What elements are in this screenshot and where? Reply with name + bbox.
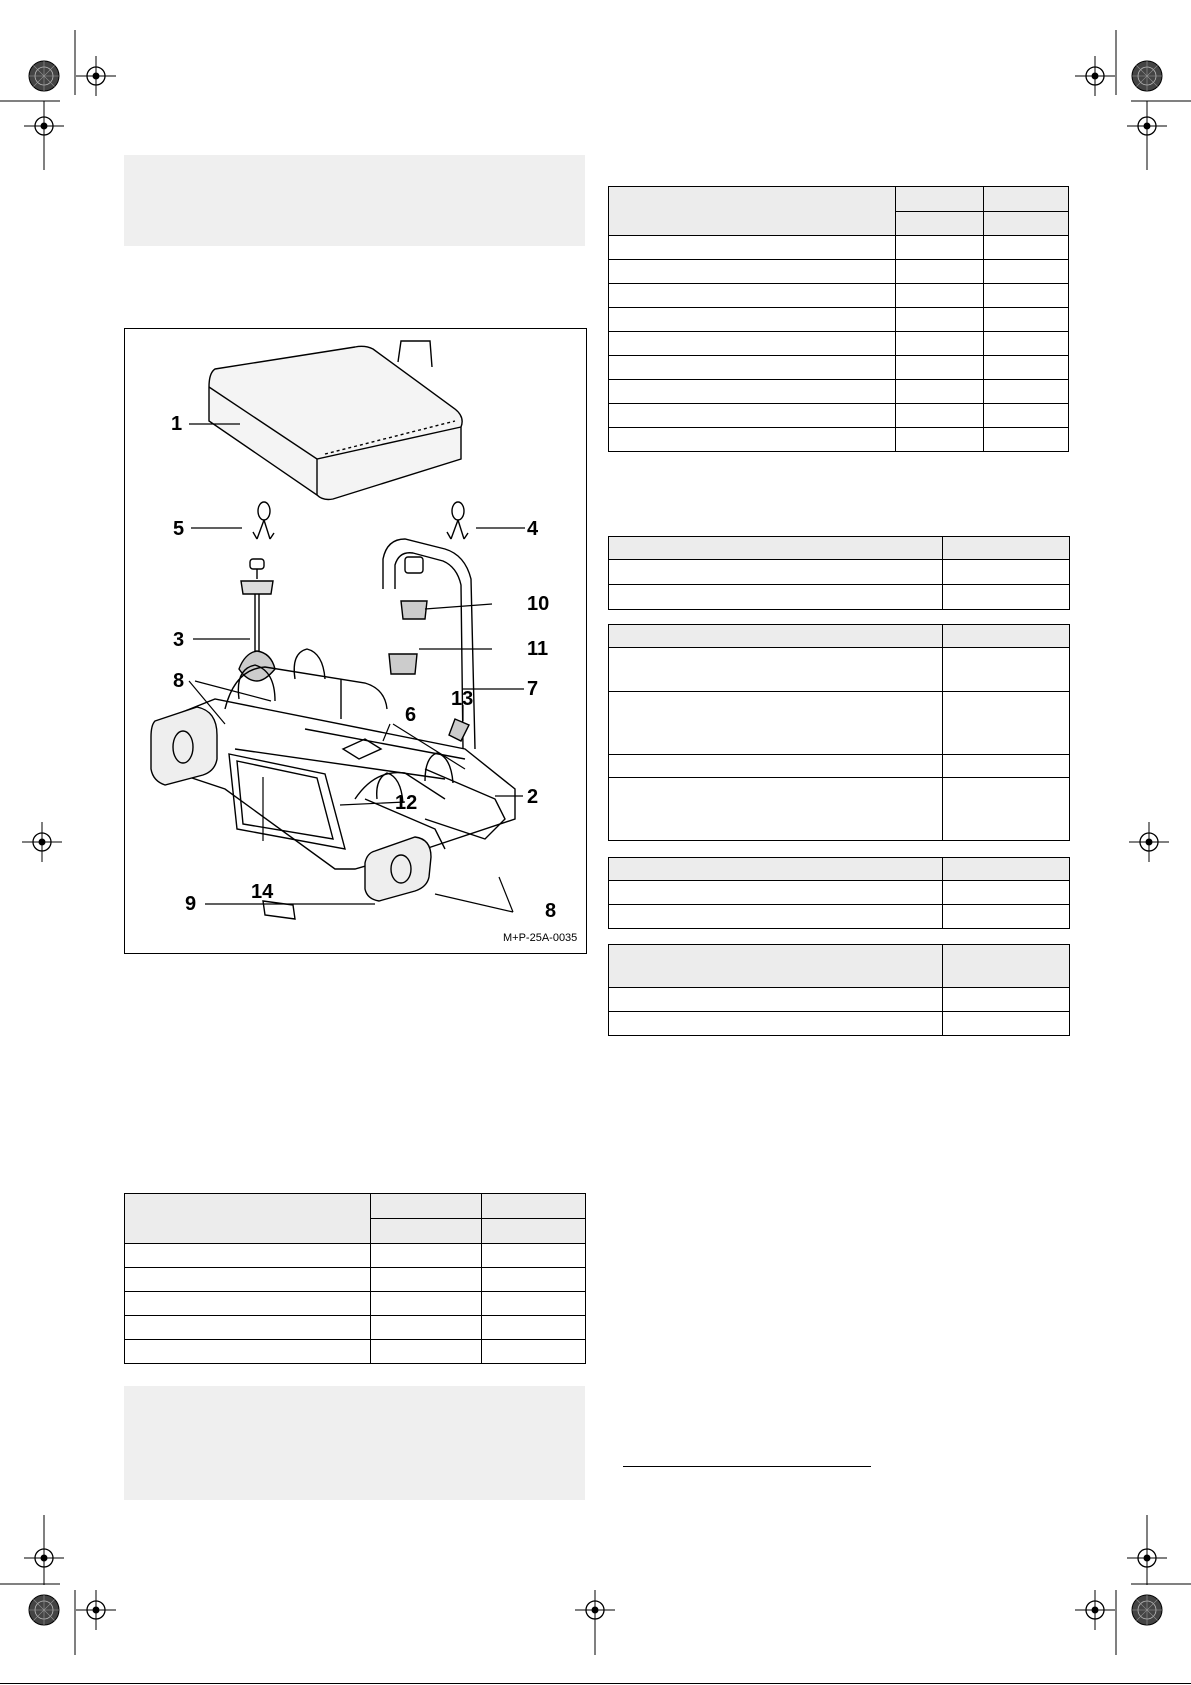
table-row	[609, 308, 1069, 332]
table-row	[609, 187, 1069, 212]
table-row	[609, 858, 1070, 881]
table-row	[609, 881, 1070, 905]
bike-carrier-drawing	[125, 329, 586, 953]
table-row	[609, 428, 1069, 452]
table-row	[125, 1194, 586, 1219]
table-right-4	[608, 944, 1070, 1036]
table-row	[609, 260, 1069, 284]
table-row	[125, 1316, 586, 1340]
note-box-top	[124, 155, 585, 246]
figure-label-13: 13	[451, 688, 474, 710]
figure-label-14: 14	[251, 881, 274, 903]
figure-label-8b: 8	[545, 900, 557, 922]
table-right-top	[608, 186, 1069, 452]
table-row	[609, 625, 1070, 648]
table-row	[609, 537, 1070, 560]
table-row	[609, 1012, 1070, 1036]
table-row	[609, 404, 1069, 428]
figure-label-6: 6	[405, 704, 417, 726]
table-row	[125, 1292, 586, 1316]
figure-label-5: 5	[173, 518, 185, 540]
table-row	[125, 1340, 586, 1364]
figure-label-4: 4	[527, 518, 539, 540]
figure-label-11: 11	[527, 638, 549, 660]
table-row	[609, 284, 1069, 308]
table-row	[609, 755, 1070, 778]
table-row	[609, 380, 1069, 404]
table-row	[609, 356, 1069, 380]
figure-label-1: 1	[171, 413, 183, 435]
figure-label-3: 3	[173, 629, 185, 651]
table-row	[609, 778, 1070, 841]
table-row	[609, 332, 1069, 356]
table-row	[609, 692, 1070, 755]
table-row	[609, 905, 1070, 929]
table-row	[609, 585, 1070, 610]
table-row	[609, 236, 1069, 260]
figure-label-8: 8	[173, 670, 185, 692]
figure-label-12: 12	[395, 792, 418, 814]
table-row	[125, 1244, 586, 1268]
table-right-2	[608, 624, 1070, 841]
figure-label-7: 7	[527, 678, 539, 700]
note-box-bottom	[124, 1386, 585, 1500]
bike-carrier-figure	[124, 328, 587, 954]
figure-label-10: 10	[527, 593, 550, 615]
table-row	[609, 945, 1070, 988]
table-right-1	[608, 536, 1070, 610]
figure-label-9: 9	[185, 893, 197, 915]
figure-code: M+P-25A-0035	[503, 932, 578, 944]
figure-label-2: 2	[527, 786, 539, 808]
table-left	[124, 1193, 586, 1364]
table-row	[609, 988, 1070, 1012]
page-bottom-rule	[0, 1683, 1191, 1684]
footnote-separator	[623, 1466, 871, 1467]
table-row	[609, 560, 1070, 585]
table-right-3	[608, 857, 1070, 929]
table-row	[125, 1268, 586, 1292]
table-row	[609, 648, 1070, 692]
